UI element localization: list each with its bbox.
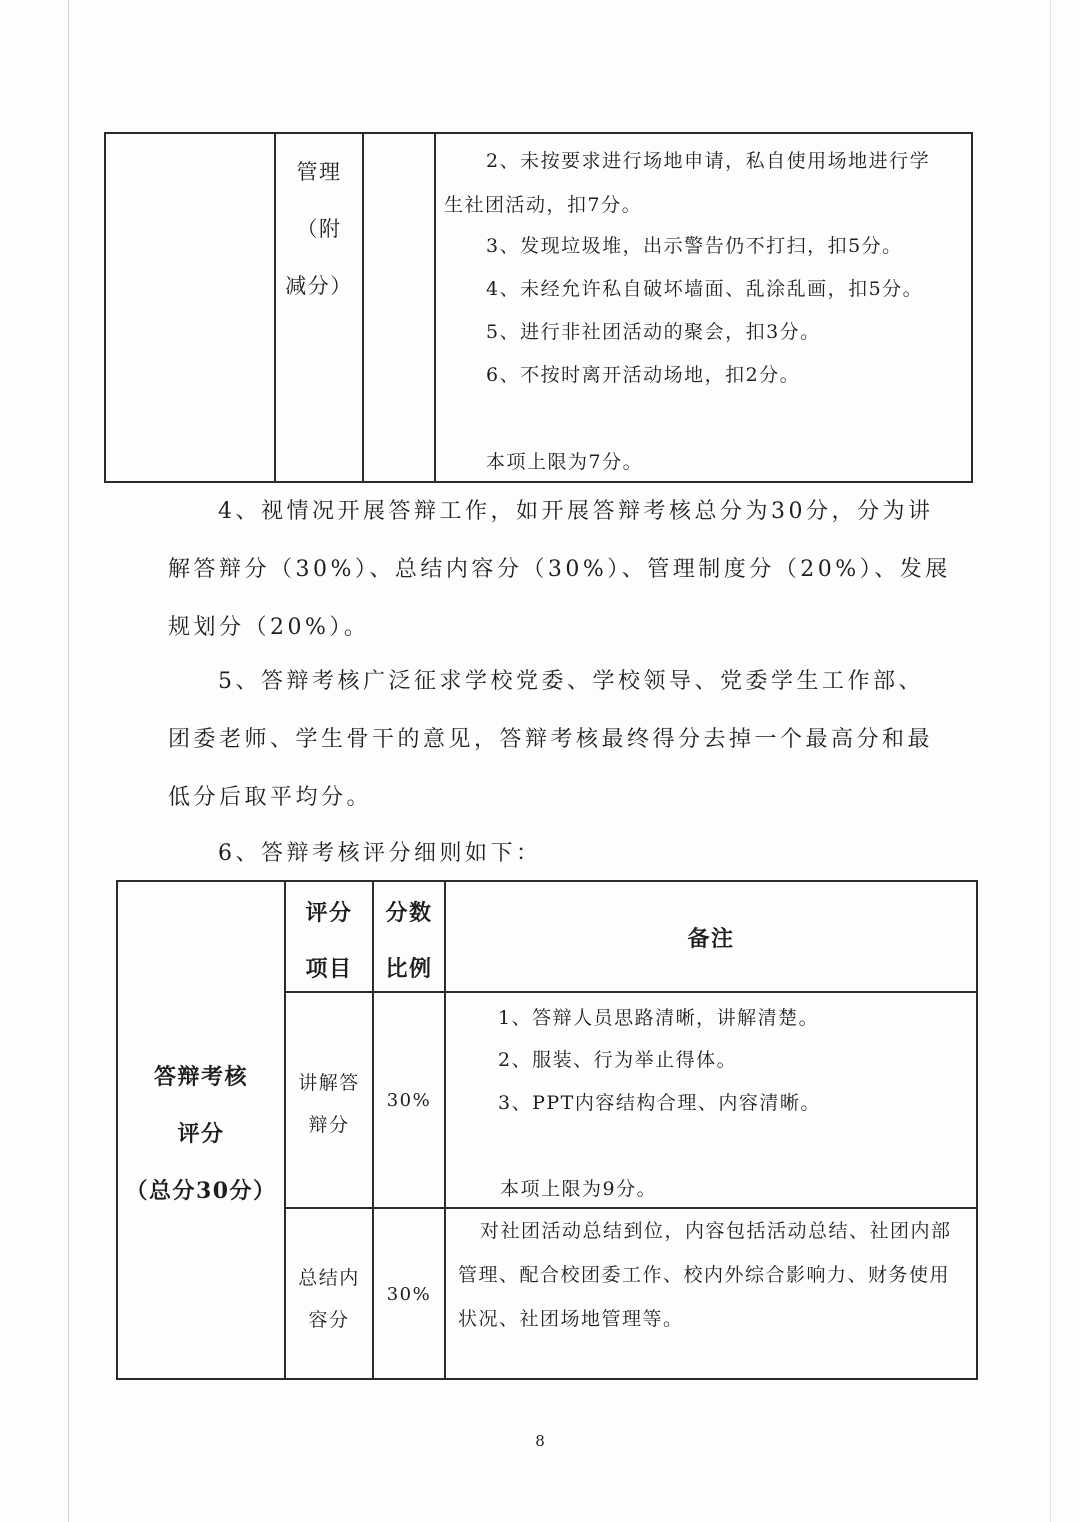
note-line: 生社团活动，扣7分。 <box>444 194 643 216</box>
row-note-line: 管理、配合校团委工作、校内外综合影响力、财务使用 <box>458 1264 951 1286</box>
header-item: 项目 <box>305 956 353 982</box>
row-ratio: 30% <box>386 1284 432 1305</box>
note-line: 本项上限为7分。 <box>486 451 644 473</box>
note-line: 5、进行非社团活动的聚会，扣3分。 <box>486 321 821 343</box>
row-note-line: 状况、社团场地管理等。 <box>458 1308 684 1330</box>
row-note-line: 本项上限为9分。 <box>500 1178 658 1200</box>
paragraph-line: 规划分（20%）。 <box>168 615 370 640</box>
paragraph-line: 解答辩分（30%）、总结内容分（30%）、管理制度分（20%）、发展 <box>168 557 951 582</box>
header-item: 评分 <box>305 900 353 926</box>
note-line: 4、未经允许私自破坏墙面、乱涂乱画，扣5分。 <box>486 278 924 300</box>
row-note-line: 3、PPT内容结构合理、内容清晰。 <box>498 1092 821 1114</box>
scan-margin-right <box>1050 0 1051 1522</box>
row-item-line: 辩分 <box>308 1114 350 1136</box>
item-label-line: 管理 <box>296 160 342 184</box>
note-line: 6、不按时离开活动场地，扣2分。 <box>486 364 801 386</box>
page-number: 8 <box>535 1432 545 1450</box>
category-label-line: （总分30分） <box>125 1178 277 1204</box>
category-label-line: 评分 <box>177 1121 225 1147</box>
row-item-line: 讲解答 <box>298 1072 360 1094</box>
paragraph-line: 团委老师、学生骨干的意见，答辩考核最终得分去掉一个最高分和最 <box>168 727 934 752</box>
header-ratio: 分数 <box>385 900 433 926</box>
scan-margin-left <box>68 0 69 1522</box>
row-note-line: 对社团活动总结到位，内容包括活动总结、社团内部 <box>480 1220 952 1242</box>
paragraph-6: 6、答辩考核评分细则如下： <box>218 841 542 866</box>
item-label-line: （附 <box>296 217 342 241</box>
paragraph-line: 低分后取平均分。 <box>168 785 373 810</box>
row-item-line: 总结内 <box>298 1267 360 1289</box>
note-line: 3、发现垃圾堆，出示警告仍不打扫，扣5分。 <box>486 235 903 257</box>
row-ratio: 30% <box>386 1090 432 1111</box>
paragraph-line: 5、答辩考核广泛征求学校党委、学校领导、党委学生工作部、 <box>218 669 924 694</box>
item-label-line: 减分） <box>285 274 353 298</box>
paragraph-line: 4、视情况开展答辩工作，如开展答辩考核总分为30分，分为讲 <box>218 499 934 524</box>
header-ratio: 比例 <box>385 956 433 982</box>
note-line: 2、未按要求进行场地申请，私自使用场地进行学 <box>486 150 931 172</box>
row-item-line: 容分 <box>308 1309 350 1331</box>
category-label-line: 答辩考核 <box>153 1064 248 1090</box>
row-note-line: 1、答辩人员思路清晰，讲解清楚。 <box>498 1007 820 1029</box>
row-note-line: 2、服装、行为举止得体。 <box>498 1049 738 1071</box>
header-notes: 备注 <box>687 926 735 952</box>
